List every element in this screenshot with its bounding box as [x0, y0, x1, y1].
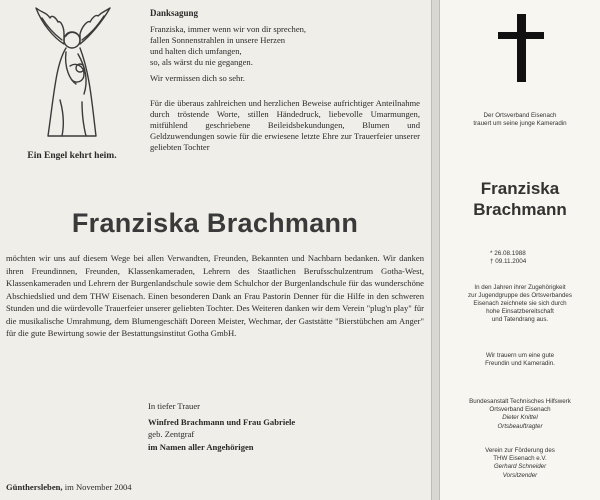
org-name: Verein zur Förderung des	[485, 447, 555, 454]
org-role: Ortsbeauftragter	[497, 422, 543, 430]
signature-nee: geb. Zentgraf	[148, 429, 195, 440]
cross-icon	[440, 0, 600, 90]
org-person: Dieter Knittel	[502, 414, 538, 422]
acknowledgement-paragraph: möchten wir uns auf diesem Wege bei allen Verwandten, Freunden, Bekannten und Nachbarn bedanken. Wir danken ihren Freundinnen, Freunden, Klassenkameraden, Lehrern des Staatlichen Berufsschulzentrum Gotha-West, Klassenkameraden und Lehrern der Burgenlandschule sowie dem Schulchor der Burgenlandschule für das wunderschöne Abschiedslied und dem THW Eisenach. Einen besonderen Dank an Frau Pastorin Denner für die Hilfe in den schweren Stunden und die würdevolle Trauerfeier unserer geliebten Tochter. Des Weiteren danken wir dem Verein "plug'n play" für die musikalische Umrahmung, dem Blumengeschäft Doreen Meister, Wechmar, der Gaststätte "Bierstübchen am Anger" für die gute Bewirtung sowie der Bestattungsinstitut Gotha GmbH.	[6, 253, 424, 338]
text-line: hohe Einsatzbereitschaft	[486, 308, 554, 315]
first-name: Franziska	[480, 179, 560, 198]
signature-block	[148, 400, 418, 453]
mourning-text	[444, 352, 596, 368]
poem	[150, 24, 420, 68]
signature-intro: In tiefer Trauer	[148, 401, 201, 411]
signature-names: Winfred Brachmann und Frau Gabriele	[148, 416, 296, 427]
column-divider	[431, 0, 440, 500]
organization-verein	[444, 447, 596, 480]
poem-line: Franziska, immer wenn wir von dir sprechen,	[150, 24, 307, 34]
text-line: In den Jahren ihrer Zugehörigkeit	[474, 284, 566, 291]
last-name: Brachmann	[473, 200, 567, 219]
text-line: und Tatendrang aus.	[491, 316, 549, 323]
life-dates	[490, 250, 526, 266]
thanks-paragraph: Für die überaus zahlreichen und herzlichen Beweise aufrichtiger Anteilnahme durch tröstende Worte, stillen Händedruck, liebevolle Umarmungen, mitfühlend geschriebene Beileidsbekundungen, Blumen und Geldzuwendungen sowie für die erwiesene letzte Ehre zur Trauerfeier unserer geliebten Tochter	[150, 98, 420, 152]
org-name: Bundesanstalt Technisches Hilfswerk	[469, 398, 571, 405]
birth-date: * 26.08.1988	[490, 250, 526, 257]
org-unit: THW Eisenach e.V.	[493, 455, 547, 463]
death-date: † 09.11.2004	[490, 258, 527, 265]
organization-thw	[444, 398, 596, 431]
obituary-name	[440, 178, 600, 220]
signature-relatives: im Namen aller Angehörigen	[148, 441, 254, 452]
org-person: Gerhard Schneider	[493, 463, 547, 471]
miss-line: Wir vermissen dich so sehr.	[150, 73, 245, 83]
org-role: Vorsitzender	[502, 471, 538, 479]
obituary-notice	[440, 0, 600, 500]
date: im November 2004	[64, 482, 132, 492]
org-unit: Ortsverband Eisenach	[489, 406, 551, 414]
place: Günthersleben,	[6, 482, 63, 492]
text-line: Eisenach zeichnete sie sich durch	[473, 300, 567, 307]
obituary-intro	[440, 112, 600, 128]
intro-line: trauert um seine junge Kameradin	[473, 120, 567, 127]
poem-line: fallen Sonnenstrahlen in unsere Herzen	[150, 35, 286, 45]
intro-line: Der Ortsverband Eisenach	[483, 112, 557, 119]
thanks-heading: Danksagung	[150, 8, 199, 18]
thanks-block	[150, 8, 420, 153]
text-line: Freundin und Kameradin.	[485, 360, 555, 367]
poem-line: und halten dich umfangen,	[150, 46, 242, 56]
text-line: zur Jugendgruppe des Ortsverbandes	[468, 292, 572, 299]
place-date-line	[6, 482, 132, 492]
text-line: Wir trauern um eine gute	[485, 352, 555, 359]
angel-icon	[30, 4, 114, 142]
obituary-text	[444, 284, 596, 324]
angel-caption: Ein Engel kehrt heim.	[27, 151, 117, 161]
poem-line: so, als wärst du nie gegangen.	[150, 57, 253, 67]
deceased-name: Franziska Brachmann	[71, 208, 359, 238]
